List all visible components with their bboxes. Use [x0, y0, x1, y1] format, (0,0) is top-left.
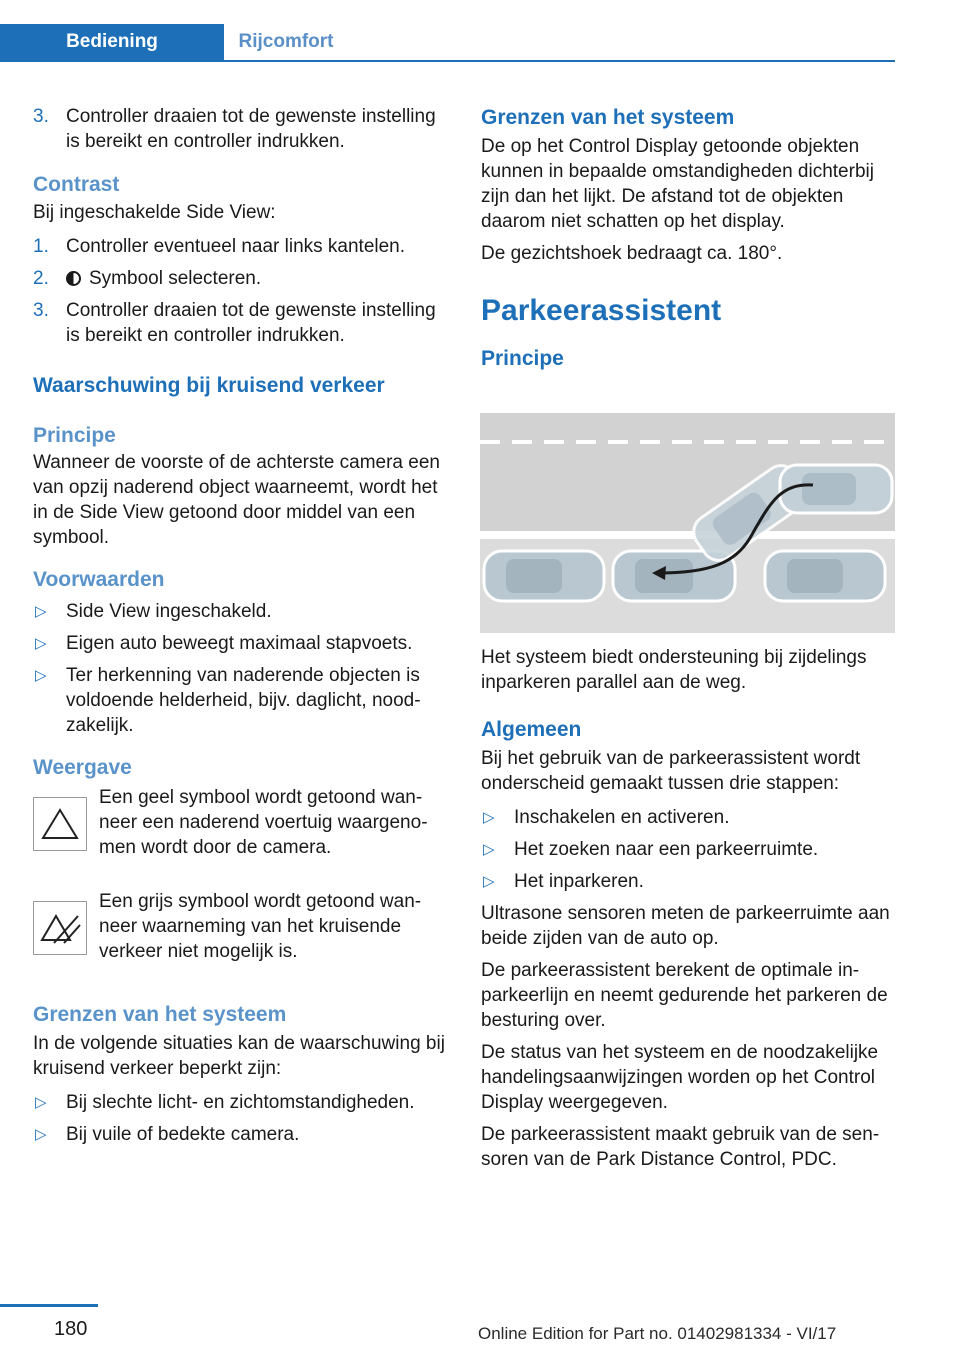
tab-rijcomfort[interactable]: Rijcomfort — [238, 31, 334, 52]
list-item-text: Ter herkenning van naderende objecten is voldoende helderheid, bijv. daglicht, noodzakelijk. — [66, 665, 421, 736]
contrast-icon — [66, 271, 81, 286]
parkeerassistent-heading: Parkeerassistent — [481, 294, 722, 327]
list-item — [33, 1090, 447, 1115]
grenzen-intro: In de volgende situaties kan de waarschuwing bij kruisend verkeer beperkt zijn: — [33, 1033, 445, 1079]
bullet-triangle-icon: ▷ — [35, 1126, 47, 1143]
step-item — [33, 234, 447, 259]
contrast-heading: Contrast — [33, 173, 120, 196]
step-number: 2. — [33, 268, 49, 289]
voorwaarden-heading: Voorwaarden — [33, 568, 165, 591]
weergave-item — [33, 785, 447, 885]
weergave-item — [33, 885, 447, 991]
contrast-intro: Bij ingeschakelde Side View: — [33, 202, 276, 223]
principe-text: Het systeem biedt ondersteuning bij zijdelings inparkeren parallel aan de weg. — [481, 647, 867, 693]
bullet-triangle-icon: ▷ — [35, 635, 47, 652]
step-text: Controller draaien tot de gewenste instelling is bereikt en controller indrukken. — [66, 300, 436, 346]
list-item-text: Het zoeken naar een parkeerruimte. — [514, 839, 819, 860]
list-item-text: Inschakelen en activeren. — [514, 807, 730, 828]
step-text: Symbool selecteren. — [89, 268, 262, 289]
principe-text: Wanneer de voorste of de achterste camera een van opzij naderend object waarneemt, wordt het in de Side View getoond door middel van een symbool. — [33, 452, 440, 548]
list-item-text: Bij slechte licht- en zichtomstandigheden. — [66, 1092, 415, 1113]
bullet-triangle-icon: ▷ — [35, 603, 47, 620]
list-item — [481, 805, 897, 830]
list-item-text: Het inparkeren. — [514, 871, 644, 892]
cross-traffic-heading: Waarschuwing bij kruisend verkeer — [33, 374, 385, 397]
paragraph: De parkeerassistent berekent de optimale inparkeerlijn en neemt gedurende het parkeren de besturing over. — [481, 960, 888, 1031]
paragraph: Ultrasone sensoren meten de parkeerruimte aan beide zijden van de auto op. — [481, 903, 890, 949]
list-item — [33, 1122, 447, 1147]
right-column — [481, 100, 897, 372]
algemeen-heading: Algemeen — [481, 718, 582, 741]
tab-bediening[interactable]: Bediening — [0, 24, 224, 60]
weergave-text: Een geel symbool wordt getoond wanneer een naderend voertuig waargenomen wordt door de camera. — [99, 787, 428, 858]
paragraph: De status van het systeem en de noodzakelijke handelingsaanwijzingen worden op het Control Display weergegeven. — [481, 1042, 879, 1113]
list-item — [481, 837, 897, 862]
step-item — [33, 266, 447, 291]
header-tabs — [0, 24, 895, 62]
list-item — [481, 869, 897, 894]
grenzen-text: De gezichtshoek bedraagt ca. 180°. — [481, 243, 783, 264]
weergave-text: Een grijs symbool wordt getoond wanneer waarneming van het kruisende verkeer niet mogelijk is. — [99, 891, 422, 962]
principe-heading: Principe — [33, 424, 116, 447]
list-item-text: Side View ingeschakeld. — [66, 601, 272, 622]
grenzen-heading: Grenzen van het systeem — [481, 106, 735, 129]
step-item — [33, 104, 447, 154]
step-number: 3. — [33, 106, 49, 127]
warning-triangle-crossed-icon — [33, 901, 87, 955]
paragraph: De parkeerassistent maakt gebruik van de sensoren van de Park Distance Control, PDC. — [481, 1124, 880, 1170]
bullet-triangle-icon: ▷ — [483, 873, 495, 890]
left-column — [33, 100, 447, 1147]
header-divider — [0, 60, 895, 62]
principe-heading: Principe — [481, 347, 564, 370]
step-text: Controller draaien tot de gewenste instelling is bereikt en controller indrukken. — [66, 106, 436, 152]
grenzen-text: De op het Control Display getoonde objekten kunnen in bepaalde omstandigheden dichterbij zijn dan het lijkt. De afstand tot de objekten daarom niet schatten op het display. — [481, 136, 874, 232]
list-item-text: Eigen auto beweegt maximaal stapvoets. — [66, 633, 413, 654]
footer-bar — [0, 1304, 98, 1307]
page-number: 180 — [54, 1318, 88, 1340]
list-item — [33, 663, 447, 738]
algemeen-intro: Bij het gebruik van de parkeerassistent wordt onderscheid gemaakt tussen drie stappen: — [481, 748, 861, 794]
step-number: 1. — [33, 236, 49, 257]
bullet-triangle-icon: ▷ — [483, 841, 495, 858]
list-item — [33, 631, 447, 656]
parked-car-right — [765, 551, 885, 601]
right-column-lower — [481, 645, 897, 1172]
weergave-heading: Weergave — [33, 756, 132, 779]
list-item — [33, 599, 447, 624]
parking-illustration — [480, 413, 895, 633]
list-item-text: Bij vuile of bedekte camera. — [66, 1124, 300, 1145]
edition-text: Online Edition for Part no. 01402981334 - VI/17 — [478, 1324, 837, 1343]
bullet-triangle-icon: ▷ — [483, 809, 495, 826]
car-top-road — [780, 465, 892, 513]
bullet-triangle-icon: ▷ — [35, 1094, 47, 1111]
bullet-triangle-icon: ▷ — [35, 667, 47, 684]
step-item — [33, 298, 447, 348]
step-number: 3. — [33, 300, 49, 321]
warning-triangle-icon — [33, 797, 87, 851]
step-text: Controller eventueel naar links kantelen. — [66, 236, 406, 257]
parked-car-left — [484, 551, 604, 601]
grenzen-heading: Grenzen van het systeem — [33, 1003, 287, 1026]
